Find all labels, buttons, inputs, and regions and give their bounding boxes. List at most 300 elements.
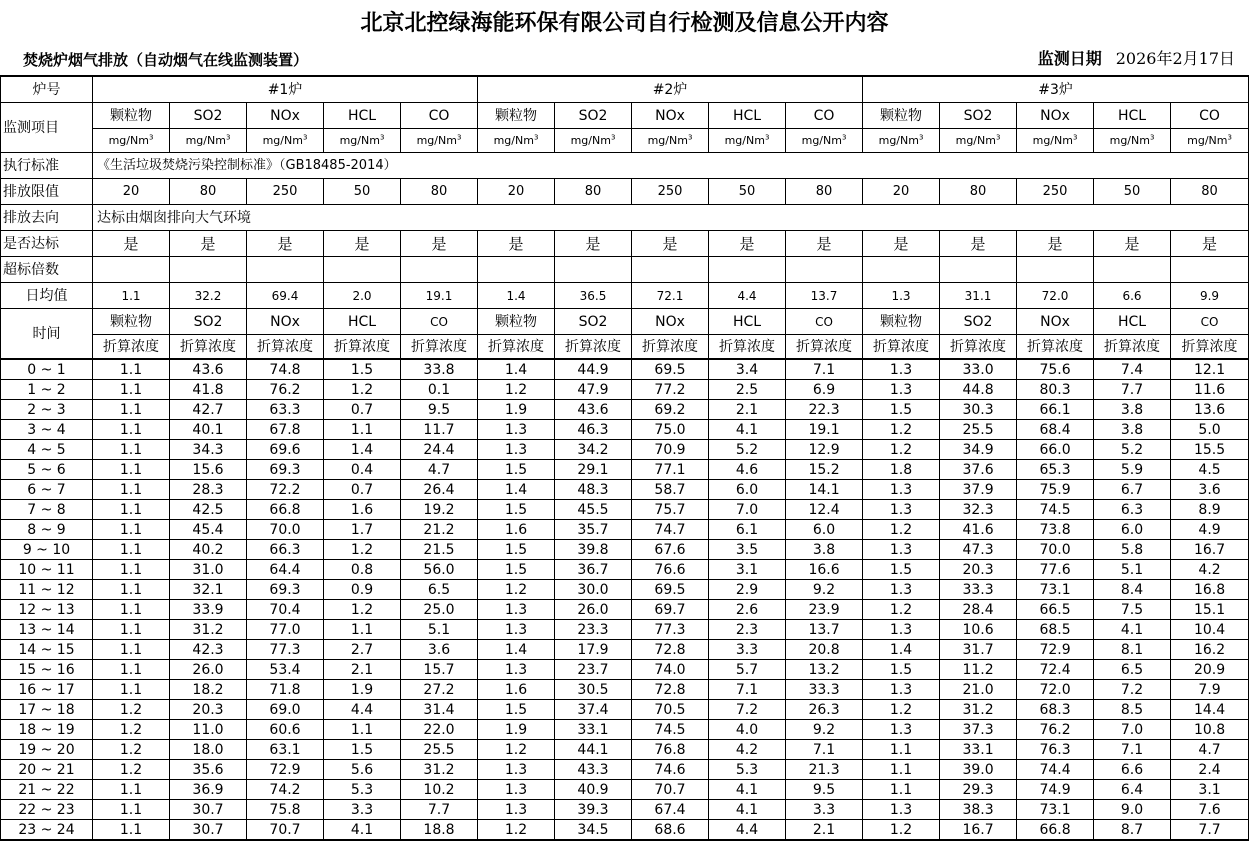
daily-avg-label: 日均值 bbox=[1, 283, 93, 309]
hourly-value: 3.6 bbox=[401, 640, 478, 660]
hourly-value: 3.6 bbox=[1171, 480, 1249, 500]
unit-cell bbox=[940, 129, 1017, 153]
hourly-value: 23.3 bbox=[555, 620, 632, 640]
concentration-header: 折算浓度 bbox=[324, 335, 401, 360]
hourly-value: 20.3 bbox=[940, 560, 1017, 580]
hourly-value: 16.7 bbox=[940, 820, 1017, 841]
time-pollutant-header: HCL bbox=[709, 309, 786, 335]
hourly-value: 17.9 bbox=[555, 640, 632, 660]
unit-text: mg/Nm bbox=[185, 133, 226, 147]
limit-value: 20 bbox=[93, 179, 170, 205]
destination-text: 达标由烟囱排向大气环境 bbox=[93, 205, 1249, 231]
hourly-value: 1.1 bbox=[93, 660, 170, 680]
unit-superscript: 3 bbox=[995, 132, 1001, 141]
hourly-value: 6.0 bbox=[1094, 520, 1171, 540]
hourly-value: 27.2 bbox=[401, 680, 478, 700]
daily-avg-value: 2.0 bbox=[324, 283, 401, 309]
hourly-value: 7.1 bbox=[709, 680, 786, 700]
hourly-value: 1.7 bbox=[324, 520, 401, 540]
hourly-value: 36.9 bbox=[170, 780, 247, 800]
hourly-value: 63.3 bbox=[247, 400, 324, 420]
daily-avg-value: 13.7 bbox=[786, 283, 863, 309]
hourly-value: 74.0 bbox=[632, 660, 709, 680]
time-pollutant-header: CO bbox=[786, 309, 863, 335]
hourly-value: 1.9 bbox=[324, 680, 401, 700]
hourly-value: 69.5 bbox=[632, 359, 709, 380]
compliant-value: 是 bbox=[632, 231, 709, 257]
hourly-value: 4.1 bbox=[709, 780, 786, 800]
unit-superscript: 3 bbox=[841, 132, 847, 141]
pollutant-header: CO bbox=[401, 103, 478, 129]
hourly-value: 66.8 bbox=[1017, 820, 1094, 841]
hourly-value: 40.1 bbox=[170, 420, 247, 440]
hourly-value: 1.2 bbox=[324, 540, 401, 560]
hourly-value: 9.2 bbox=[786, 720, 863, 740]
hourly-value: 80.3 bbox=[1017, 380, 1094, 400]
hourly-value: 70.0 bbox=[247, 520, 324, 540]
unit-text: mg/Nm bbox=[801, 133, 842, 147]
time-cell: 8 ~ 9 bbox=[1, 520, 93, 540]
time-pollutant-header: NOx bbox=[632, 309, 709, 335]
hourly-value: 74.9 bbox=[1017, 780, 1094, 800]
hourly-value: 23.9 bbox=[786, 600, 863, 620]
hourly-value: 4.1 bbox=[1094, 620, 1171, 640]
concentration-header: 折算浓度 bbox=[555, 335, 632, 360]
hourly-value: 76.3 bbox=[1017, 740, 1094, 760]
hourly-value: 6.0 bbox=[709, 480, 786, 500]
hourly-value: 66.5 bbox=[1017, 600, 1094, 620]
unit-text: mg/Nm bbox=[493, 133, 534, 147]
compliant-value: 是 bbox=[247, 231, 324, 257]
hourly-value: 74.2 bbox=[247, 780, 324, 800]
hourly-value: 43.6 bbox=[170, 359, 247, 380]
hourly-value: 4.9 bbox=[1171, 520, 1249, 540]
hourly-value: 30.7 bbox=[170, 820, 247, 841]
destination-row bbox=[1, 205, 1249, 231]
hourly-row bbox=[1, 500, 1249, 520]
limit-value: 250 bbox=[1017, 179, 1094, 205]
time-cell: 1 ~ 2 bbox=[1, 380, 93, 400]
hourly-value: 2.1 bbox=[709, 400, 786, 420]
subtitle-row bbox=[0, 46, 1249, 72]
hourly-value: 18.8 bbox=[401, 820, 478, 841]
hourly-value: 34.9 bbox=[940, 440, 1017, 460]
hourly-value: 34.5 bbox=[555, 820, 632, 841]
hourly-row bbox=[1, 440, 1249, 460]
hourly-value: 3.4 bbox=[709, 359, 786, 380]
time-cell: 18 ~ 19 bbox=[1, 720, 93, 740]
unit-text: mg/Nm bbox=[339, 133, 380, 147]
exceed-value bbox=[401, 257, 478, 283]
time-cell: 3 ~ 4 bbox=[1, 420, 93, 440]
hourly-value: 42.5 bbox=[170, 500, 247, 520]
hourly-value: 64.4 bbox=[247, 560, 324, 580]
time-cell: 15 ~ 16 bbox=[1, 660, 93, 680]
concentration-header: 折算浓度 bbox=[632, 335, 709, 360]
hourly-value: 16.7 bbox=[1171, 540, 1249, 560]
hourly-value: 35.6 bbox=[170, 760, 247, 780]
hourly-value: 16.2 bbox=[1171, 640, 1249, 660]
hourly-value: 1.2 bbox=[93, 700, 170, 720]
hourly-value: 15.2 bbox=[786, 460, 863, 480]
hourly-value: 7.2 bbox=[709, 700, 786, 720]
hourly-value: 12.9 bbox=[786, 440, 863, 460]
page-title: 北京北控绿海能环保有限公司自行检测及信息公开内容 bbox=[360, 10, 889, 36]
hourly-value: 1.2 bbox=[863, 440, 940, 460]
hourly-value: 31.0 bbox=[170, 560, 247, 580]
daily-avg-value: 72.1 bbox=[632, 283, 709, 309]
unit-cell bbox=[555, 129, 632, 153]
hourly-value: 1.1 bbox=[93, 640, 170, 660]
hourly-value: 25.5 bbox=[401, 740, 478, 760]
hourly-value: 1.3 bbox=[863, 800, 940, 820]
hourly-value: 1.3 bbox=[863, 720, 940, 740]
compliant-value: 是 bbox=[170, 231, 247, 257]
hourly-value: 37.6 bbox=[940, 460, 1017, 480]
pollutant-header: HCL bbox=[324, 103, 401, 129]
compliant-value: 是 bbox=[555, 231, 632, 257]
hourly-value: 10.4 bbox=[1171, 620, 1249, 640]
hourly-value: 1.9 bbox=[478, 720, 555, 740]
hourly-value: 3.3 bbox=[786, 800, 863, 820]
hourly-value: 69.5 bbox=[632, 580, 709, 600]
hourly-row bbox=[1, 520, 1249, 540]
hourly-row bbox=[1, 380, 1249, 400]
hourly-value: 1.3 bbox=[478, 620, 555, 640]
hourly-value: 67.8 bbox=[247, 420, 324, 440]
hourly-value: 75.7 bbox=[632, 500, 709, 520]
hourly-value: 1.4 bbox=[863, 640, 940, 660]
hourly-value: 33.3 bbox=[786, 680, 863, 700]
hourly-value: 75.0 bbox=[632, 420, 709, 440]
hourly-value: 21.5 bbox=[401, 540, 478, 560]
hourly-value: 1.3 bbox=[478, 800, 555, 820]
hourly-value: 48.3 bbox=[555, 480, 632, 500]
hourly-value: 75.8 bbox=[247, 800, 324, 820]
limit-value: 80 bbox=[1171, 179, 1249, 205]
hourly-value: 1.1 bbox=[93, 500, 170, 520]
hourly-value: 6.0 bbox=[786, 520, 863, 540]
hourly-value: 26.3 bbox=[786, 700, 863, 720]
concentration-header: 折算浓度 bbox=[478, 335, 555, 360]
time-pollutant-header: SO2 bbox=[170, 309, 247, 335]
hourly-value: 1.2 bbox=[324, 600, 401, 620]
unit-cell bbox=[786, 129, 863, 153]
hourly-value: 39.3 bbox=[555, 800, 632, 820]
hourly-value: 15.5 bbox=[1171, 440, 1249, 460]
unit-cell bbox=[1094, 129, 1171, 153]
unit-superscript: 3 bbox=[225, 132, 231, 141]
hourly-value: 2.4 bbox=[1171, 760, 1249, 780]
hourly-value: 74.7 bbox=[632, 520, 709, 540]
hourly-value: 44.9 bbox=[555, 359, 632, 380]
hourly-value: 39.8 bbox=[555, 540, 632, 560]
hourly-value: 7.1 bbox=[786, 359, 863, 380]
daily-avg-value: 1.4 bbox=[478, 283, 555, 309]
hourly-value: 45.4 bbox=[170, 520, 247, 540]
time-cell: 20 ~ 21 bbox=[1, 760, 93, 780]
pollutant-header: HCL bbox=[709, 103, 786, 129]
hourly-value: 45.5 bbox=[555, 500, 632, 520]
hourly-value: 1.1 bbox=[93, 540, 170, 560]
hourly-value: 56.0 bbox=[401, 560, 478, 580]
hourly-value: 30.0 bbox=[555, 580, 632, 600]
unit-superscript: 3 bbox=[1149, 132, 1155, 141]
hourly-value: 36.7 bbox=[555, 560, 632, 580]
time-pollutant-header: 颗粒物 bbox=[863, 309, 940, 335]
hourly-value: 72.4 bbox=[1017, 660, 1094, 680]
hourly-value: 70.9 bbox=[632, 440, 709, 460]
hourly-value: 1.2 bbox=[863, 700, 940, 720]
concentration-header: 折算浓度 bbox=[1171, 335, 1249, 360]
hourly-value: 69.3 bbox=[247, 460, 324, 480]
time-pollutant-header: 颗粒物 bbox=[93, 309, 170, 335]
pollutant-header: NOx bbox=[632, 103, 709, 129]
compliant-value: 是 bbox=[324, 231, 401, 257]
exceed-value bbox=[478, 257, 555, 283]
time-pollutant-header: 颗粒物 bbox=[478, 309, 555, 335]
hourly-value: 33.1 bbox=[940, 740, 1017, 760]
hourly-value: 68.5 bbox=[1017, 620, 1094, 640]
pollutant-header: SO2 bbox=[555, 103, 632, 129]
hourly-value: 1.3 bbox=[863, 359, 940, 380]
hourly-value: 3.5 bbox=[709, 540, 786, 560]
hourly-value: 1.3 bbox=[478, 440, 555, 460]
time-cell: 10 ~ 11 bbox=[1, 560, 93, 580]
hourly-value: 1.3 bbox=[863, 580, 940, 600]
hourly-value: 32.3 bbox=[940, 500, 1017, 520]
hourly-value: 9.5 bbox=[786, 780, 863, 800]
compliant-value: 是 bbox=[863, 231, 940, 257]
hourly-value: 1.8 bbox=[863, 460, 940, 480]
hourly-value: 60.6 bbox=[247, 720, 324, 740]
unit-cell bbox=[863, 129, 940, 153]
hourly-value: 1.2 bbox=[863, 820, 940, 841]
hourly-value: 2.5 bbox=[709, 380, 786, 400]
limit-row bbox=[1, 179, 1249, 205]
hourly-value: 1.1 bbox=[93, 680, 170, 700]
hourly-value: 73.1 bbox=[1017, 580, 1094, 600]
hourly-value: 0.8 bbox=[324, 560, 401, 580]
hourly-row bbox=[1, 820, 1249, 841]
limit-value: 80 bbox=[940, 179, 1017, 205]
hourly-value: 1.3 bbox=[478, 600, 555, 620]
hourly-value: 2.9 bbox=[709, 580, 786, 600]
hourly-value: 72.0 bbox=[1017, 680, 1094, 700]
time-pollutant-header: HCL bbox=[1094, 309, 1171, 335]
destination-label: 排放去向 bbox=[1, 205, 93, 231]
time-cell: 22 ~ 23 bbox=[1, 800, 93, 820]
daily-avg-value: 6.6 bbox=[1094, 283, 1171, 309]
daily-avg-value: 31.1 bbox=[940, 283, 1017, 309]
unit-text: mg/Nm bbox=[570, 133, 611, 147]
hourly-value: 7.0 bbox=[709, 500, 786, 520]
hourly-value: 15.6 bbox=[170, 460, 247, 480]
exceed-value bbox=[786, 257, 863, 283]
hourly-value: 1.3 bbox=[863, 680, 940, 700]
hourly-value: 13.7 bbox=[786, 620, 863, 640]
limit-value: 80 bbox=[401, 179, 478, 205]
exceed-value bbox=[709, 257, 786, 283]
hourly-value: 0.7 bbox=[324, 480, 401, 500]
furnace-row bbox=[1, 76, 1249, 103]
hourly-value: 4.5 bbox=[1171, 460, 1249, 480]
hourly-value: 1.1 bbox=[93, 780, 170, 800]
hourly-value: 4.1 bbox=[709, 420, 786, 440]
hourly-value: 1.1 bbox=[93, 460, 170, 480]
hourly-value: 1.6 bbox=[478, 680, 555, 700]
hourly-value: 7.7 bbox=[1171, 820, 1249, 841]
hourly-value: 68.3 bbox=[1017, 700, 1094, 720]
hourly-row bbox=[1, 800, 1249, 820]
hourly-value: 4.0 bbox=[709, 720, 786, 740]
hourly-value: 31.4 bbox=[401, 700, 478, 720]
hourly-value: 1.5 bbox=[324, 359, 401, 380]
hourly-value: 69.0 bbox=[247, 700, 324, 720]
exceed-value bbox=[170, 257, 247, 283]
hourly-value: 7.2 bbox=[1094, 680, 1171, 700]
unit-superscript: 3 bbox=[687, 132, 693, 141]
limit-value: 80 bbox=[555, 179, 632, 205]
hourly-value: 74.8 bbox=[247, 359, 324, 380]
hourly-row bbox=[1, 359, 1249, 380]
hourly-value: 34.2 bbox=[555, 440, 632, 460]
hourly-value: 21.3 bbox=[786, 760, 863, 780]
hourly-value: 77.1 bbox=[632, 460, 709, 480]
hourly-value: 31.2 bbox=[170, 620, 247, 640]
hourly-value: 34.3 bbox=[170, 440, 247, 460]
hourly-value: 70.0 bbox=[1017, 540, 1094, 560]
time-cell: 16 ~ 17 bbox=[1, 680, 93, 700]
hourly-row bbox=[1, 700, 1249, 720]
hourly-row bbox=[1, 740, 1249, 760]
hourly-value: 68.6 bbox=[632, 820, 709, 841]
emission-table bbox=[0, 75, 1249, 841]
hourly-value: 30.3 bbox=[940, 400, 1017, 420]
section-subtitle: 焚烧炉烟气排放（自动烟气在线监测装置） bbox=[23, 51, 309, 69]
limit-value: 250 bbox=[632, 179, 709, 205]
hourly-value: 66.1 bbox=[1017, 400, 1094, 420]
hourly-value: 44.8 bbox=[940, 380, 1017, 400]
unit-text: mg/Nm bbox=[724, 133, 765, 147]
limit-label: 排放限值 bbox=[1, 179, 93, 205]
hourly-value: 21.2 bbox=[401, 520, 478, 540]
hourly-value: 1.5 bbox=[478, 540, 555, 560]
hourly-value: 1.3 bbox=[863, 500, 940, 520]
pollutant-header: CO bbox=[786, 103, 863, 129]
hourly-value: 6.6 bbox=[1094, 760, 1171, 780]
hourly-value: 13.2 bbox=[786, 660, 863, 680]
hourly-row bbox=[1, 480, 1249, 500]
hourly-value: 1.1 bbox=[93, 359, 170, 380]
hourly-value: 31.7 bbox=[940, 640, 1017, 660]
pollutant-header: SO2 bbox=[170, 103, 247, 129]
unit-superscript: 3 bbox=[456, 132, 462, 141]
hourly-value: 37.3 bbox=[940, 720, 1017, 740]
pollutant-header: NOx bbox=[1017, 103, 1094, 129]
concentration-header: 折算浓度 bbox=[709, 335, 786, 360]
time-pollutant-header: CO bbox=[401, 309, 478, 335]
hourly-value: 1.1 bbox=[93, 820, 170, 841]
hourly-value: 1.1 bbox=[324, 420, 401, 440]
hourly-row bbox=[1, 620, 1249, 640]
hourly-value: 1.1 bbox=[93, 560, 170, 580]
exceed-row bbox=[1, 257, 1249, 283]
concentration-header: 折算浓度 bbox=[170, 335, 247, 360]
hourly-value: 8.5 bbox=[1094, 700, 1171, 720]
hourly-value: 42.7 bbox=[170, 400, 247, 420]
unit-superscript: 3 bbox=[1227, 132, 1232, 141]
hourly-value: 1.1 bbox=[93, 520, 170, 540]
hourly-value: 73.1 bbox=[1017, 800, 1094, 820]
hourly-value: 4.7 bbox=[1171, 740, 1249, 760]
hourly-value: 39.0 bbox=[940, 760, 1017, 780]
time-pollutant-header: SO2 bbox=[940, 309, 1017, 335]
compliant-row bbox=[1, 231, 1249, 257]
hourly-value: 29.1 bbox=[555, 460, 632, 480]
limit-value: 20 bbox=[478, 179, 555, 205]
hourly-row bbox=[1, 660, 1249, 680]
hourly-value: 76.2 bbox=[247, 380, 324, 400]
hourly-value: 10.2 bbox=[401, 780, 478, 800]
daily-avg-value: 1.1 bbox=[93, 283, 170, 309]
hourly-row bbox=[1, 460, 1249, 480]
hourly-value: 72.9 bbox=[1017, 640, 1094, 660]
hourly-value: 72.8 bbox=[632, 640, 709, 660]
hourly-value: 43.6 bbox=[555, 400, 632, 420]
hourly-value: 30.7 bbox=[170, 800, 247, 820]
unit-superscript: 3 bbox=[379, 132, 385, 141]
unit-cell bbox=[632, 129, 709, 153]
hourly-value: 67.4 bbox=[632, 800, 709, 820]
hourly-value: 77.2 bbox=[632, 380, 709, 400]
hourly-value: 5.9 bbox=[1094, 460, 1171, 480]
hourly-value: 1.1 bbox=[93, 400, 170, 420]
hourly-value: 7.9 bbox=[1171, 680, 1249, 700]
hourly-value: 1.3 bbox=[478, 660, 555, 680]
hourly-value: 1.1 bbox=[863, 780, 940, 800]
furnace-label: 炉号 bbox=[1, 76, 93, 103]
daily-avg-value: 32.2 bbox=[170, 283, 247, 309]
time-cell: 14 ~ 15 bbox=[1, 640, 93, 660]
hourly-value: 4.2 bbox=[1171, 560, 1249, 580]
hourly-value: 41.8 bbox=[170, 380, 247, 400]
compliant-value: 是 bbox=[786, 231, 863, 257]
hourly-value: 1.1 bbox=[93, 420, 170, 440]
limit-value: 50 bbox=[709, 179, 786, 205]
limit-value: 80 bbox=[786, 179, 863, 205]
hourly-value: 1.2 bbox=[478, 740, 555, 760]
hourly-value: 1.3 bbox=[478, 760, 555, 780]
standard-text: 《生活垃圾焚烧污染控制标准》（GB18485-2014） bbox=[93, 153, 1249, 179]
hourly-value: 72.9 bbox=[247, 760, 324, 780]
unit-text: mg/Nm bbox=[262, 133, 303, 147]
hourly-row bbox=[1, 640, 1249, 660]
hourly-value: 73.8 bbox=[1017, 520, 1094, 540]
hourly-value: 3.8 bbox=[1094, 400, 1171, 420]
hourly-row bbox=[1, 600, 1249, 620]
unit-superscript: 3 bbox=[764, 132, 770, 141]
hourly-row bbox=[1, 720, 1249, 740]
time-cell: 5 ~ 6 bbox=[1, 460, 93, 480]
hourly-value: 65.3 bbox=[1017, 460, 1094, 480]
hourly-value: 0.4 bbox=[324, 460, 401, 480]
hourly-value: 66.8 bbox=[247, 500, 324, 520]
pollutant-row bbox=[1, 103, 1249, 129]
exceed-value bbox=[324, 257, 401, 283]
hourly-row bbox=[1, 540, 1249, 560]
hourly-value: 7.0 bbox=[1094, 720, 1171, 740]
